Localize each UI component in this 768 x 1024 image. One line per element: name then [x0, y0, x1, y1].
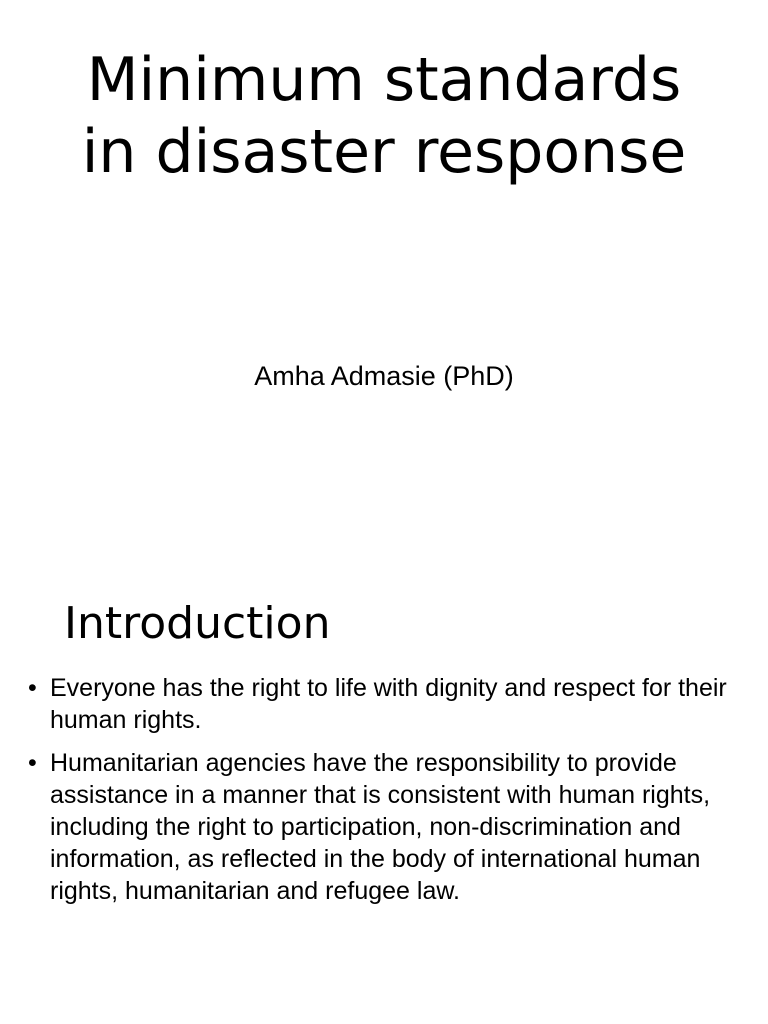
slide-title: Minimum standards in disaster response	[81, 45, 687, 187]
bullet-icon: •	[28, 674, 37, 702]
bullet-text: Humanitarian agencies have the responsibility to provide assistance in a manner that is consistent with human rights, including the right to participation, non-discrimination and information, as reflected in the body of international human rights, humanitarian and refugee law.	[50, 749, 711, 905]
bullet-icon: •	[28, 749, 37, 777]
bullet-item	[28, 747, 748, 907]
bullet-list	[28, 672, 748, 918]
bullet-item	[28, 672, 748, 736]
author-name: Amha Admasie (PhD)	[254, 361, 514, 391]
bullet-text: Everyone has the right to life with dignity and respect for their human rights.	[50, 674, 727, 734]
introduction-slide	[0, 576, 768, 1024]
section-title: Introduction	[64, 598, 331, 649]
